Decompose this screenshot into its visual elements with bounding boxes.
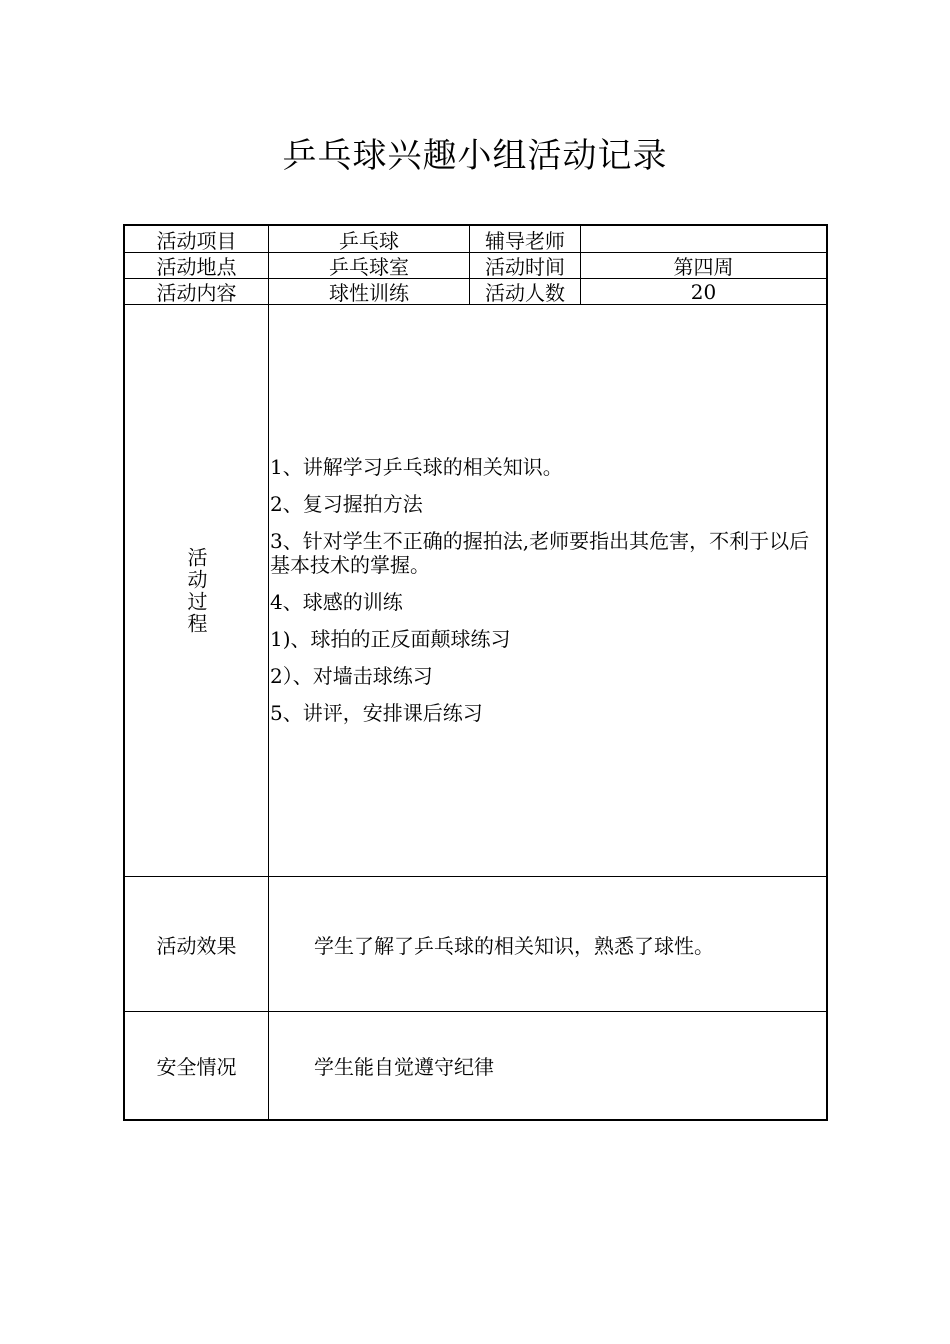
label-activity-time: 活动时间 xyxy=(470,253,581,278)
list-item: 5、讲评，安排课后练习 xyxy=(270,701,483,725)
value-instructor xyxy=(581,226,826,252)
label-instructor: 辅导老师 xyxy=(470,226,581,252)
page-title: 乒乓球兴趣小组活动记录 xyxy=(282,136,668,176)
process-content xyxy=(269,305,826,876)
list-item: 2、复习握拍方法 xyxy=(270,492,423,516)
safety-text: 学生能自觉遵守纪律 xyxy=(314,1055,494,1079)
label-activity-location: 活动地点 xyxy=(125,253,269,278)
safety-content xyxy=(269,1012,826,1119)
value-participants: 20 xyxy=(690,279,717,304)
list-item: 4、球感的训练 xyxy=(270,590,403,614)
table-row-safety xyxy=(125,1012,826,1119)
process-label-text: 活动过程 xyxy=(184,546,208,635)
label-participants: 活动人数 xyxy=(470,279,581,304)
effect-content xyxy=(269,877,826,1011)
process-list xyxy=(270,455,826,738)
table-row-effect xyxy=(125,877,826,1012)
value-activity-time: 第四周 xyxy=(673,255,734,279)
table-row xyxy=(125,253,826,279)
value-activity-content: 球性训练 xyxy=(269,279,470,304)
label-activity-effect: 活动效果 xyxy=(125,877,269,1011)
list-item: 1、讲解学习乒乓球的相关知识。 xyxy=(270,455,563,479)
table-row xyxy=(125,279,826,305)
effect-text: 学生了解了乒乓球的相关知识，熟悉了球性。 xyxy=(314,933,714,958)
list-item: 3、针对学生不正确的握拍法,老师要指出其危害，不利于以后基本技术的掌握。 xyxy=(270,529,810,577)
table-row xyxy=(125,226,826,253)
value-activity-project: 乒乓球 xyxy=(269,226,470,252)
table-row-process xyxy=(125,305,826,877)
list-item: 1)、球拍的正反面颠球练习 xyxy=(270,627,511,651)
activity-record-table xyxy=(123,224,828,1121)
list-item: 2）、对墙击球练习 xyxy=(270,664,433,688)
label-activity-project: 活动项目 xyxy=(125,226,269,252)
value-activity-location: 乒乓球室 xyxy=(269,253,470,278)
label-activity-process xyxy=(125,305,269,876)
label-activity-content: 活动内容 xyxy=(125,279,269,304)
label-safety: 安全情况 xyxy=(125,1012,269,1119)
